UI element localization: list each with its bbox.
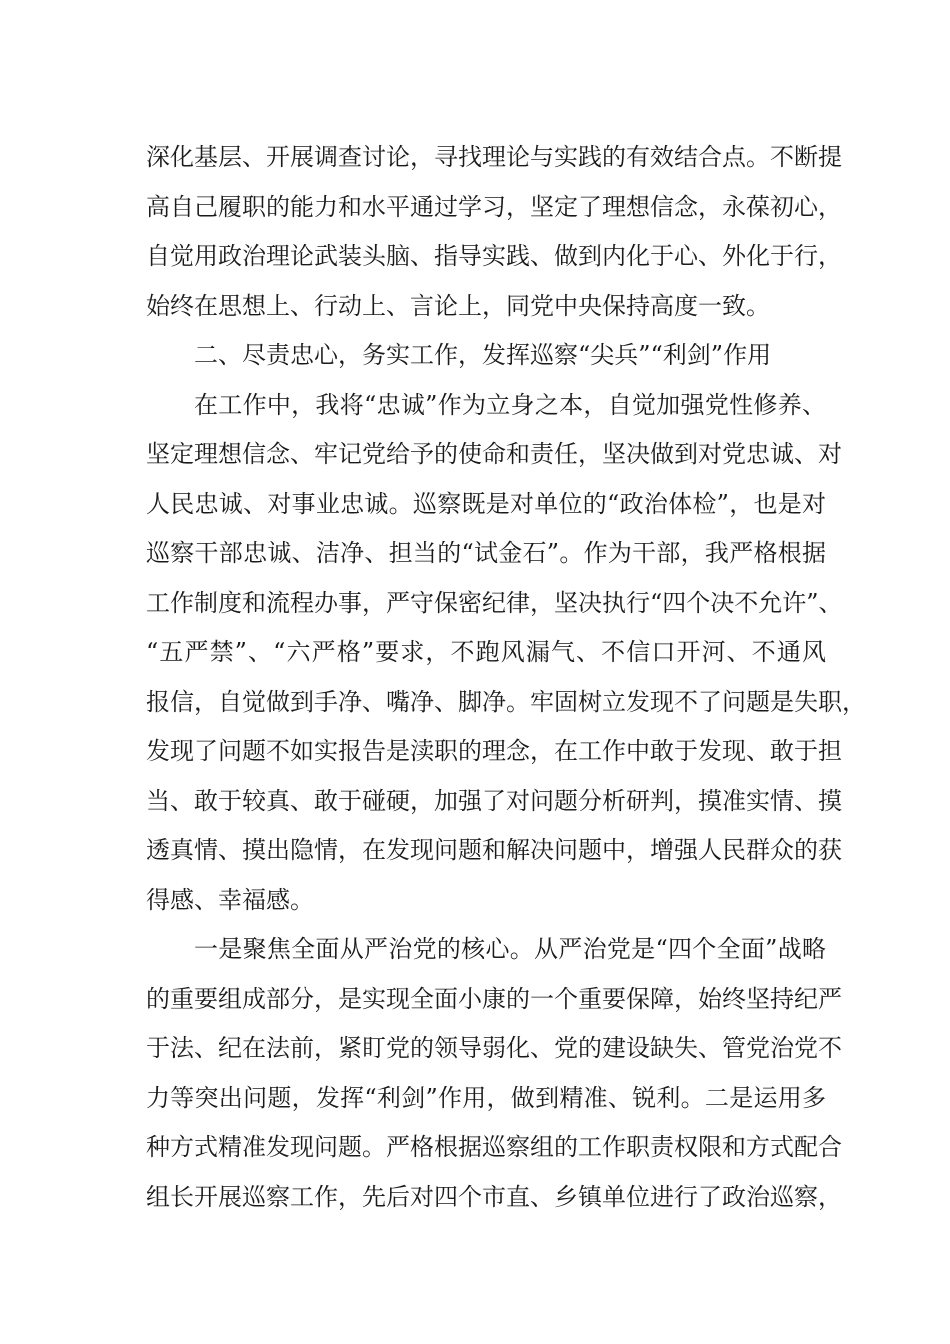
paragraph-1-line-1: 深化基层、开展调查讨论，寻找理论与实践的有效结合点。不断提 — [146, 143, 842, 171]
paragraph-3-line-3: 于法、纪在法前，紧盯党的领导弱化、党的建设缺失、管党治党不 — [146, 1034, 842, 1062]
paragraph-2-line-10: 透真情、摸出隐情，在发现问题和解决问题中，增强人民群众的获 — [146, 836, 842, 864]
paragraph-2-line-7: 报信，自觉做到手净、嘴净、脚净。牢固树立发现不了问题是失职， — [146, 687, 866, 716]
paragraph-3-line-5: 种方式精准发现问题。严格根据巡察组的工作职责权限和方式配合 — [146, 1133, 842, 1161]
paragraph-3-line-2: 的重要组成部分，是实现全面小康的一个重要保障，始终坚持纪严 — [146, 984, 842, 1013]
paragraph-3-line-4: 力等突出问题，发挥“利剑”作用，做到精准、锐利。二是运用多 — [146, 1083, 826, 1112]
paragraph-3-line-6: 组长开展巡察工作，先后对四个市直、乡镇单位进行了政治巡察， — [146, 1182, 842, 1211]
section-heading: 二、尽责忠心，务实工作，发挥巡察“尖兵”“利剑”作用 — [194, 341, 772, 369]
paragraph-2-line-8: 发现了问题不如实报告是渎职的理念，在工作中敢于发现、敢于担 — [146, 737, 842, 765]
paragraph-2-line-6: “五严禁”、“六严格”要求，不跑风漏气、不信口开河、不通风 — [146, 638, 826, 666]
paragraph-2-line-2: 坚定理想信念、牢记党给予的使命和责任，坚决做到对党忠诚、对 — [146, 440, 842, 468]
document-body — [146, 133, 866, 1222]
paragraph-2-line-1: 在工作中，我将“忠诚”作为立身之本，自觉加强党性修养、 — [194, 390, 826, 419]
paragraph-2-line-4: 巡察干部忠诚、洁净、担当的“试金石”。作为干部，我严格根据 — [146, 539, 826, 567]
paragraph-3-line-1: 一是聚焦全面从严治党的核心。从严治党是“四个全面”战略 — [194, 935, 826, 963]
paragraph-2-line-3: 人民忠诚、对事业忠诚。巡察既是对单位的“政治体检”，也是对 — [146, 489, 826, 518]
paragraph-1-line-3: 自觉用政治理论武装头脑、指导实践、做到内化于心、外化于行， — [146, 242, 842, 270]
paragraph-2-line-9: 当、敢于较真、敢于碰硬，加强了对问题分析研判，摸准实情、摸 — [146, 786, 842, 815]
paragraph-2-line-11: 得感、幸福感。 — [146, 885, 314, 914]
paragraph-1-line-4: 始终在思想上、行动上、言论上，同党中央保持高度一致。 — [146, 291, 770, 320]
paragraph-1-line-2: 高自己履职的能力和水平通过学习，坚定了理想信念，永葆初心， — [146, 192, 842, 221]
paragraph-2-line-5: 工作制度和流程办事，严守保密纪律，坚决执行“四个决不允许”、 — [146, 588, 843, 617]
